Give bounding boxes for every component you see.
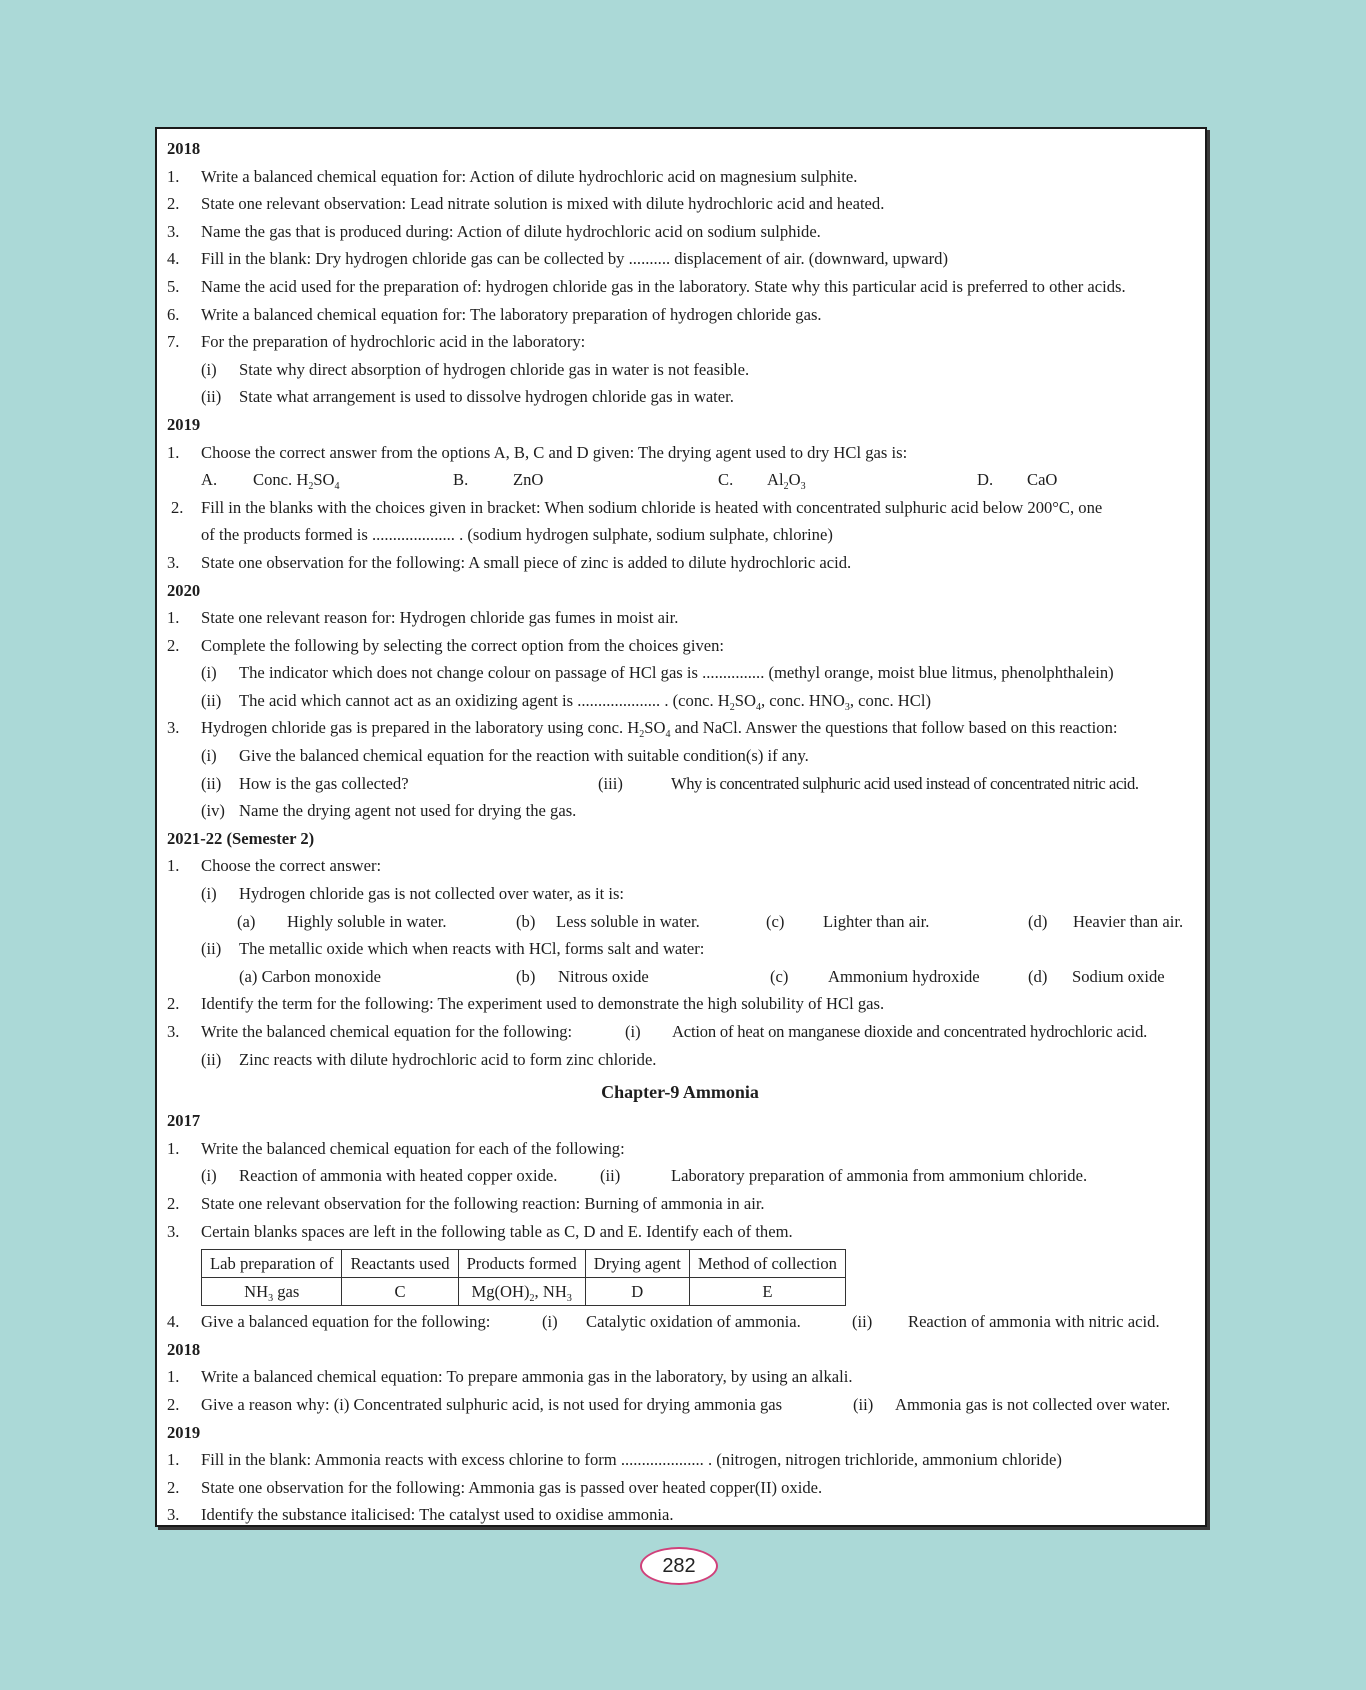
table-row bbox=[202, 1278, 846, 1306]
sub-question: (ii) The metallic oxide which when reacts with HCl, forms salt and water: bbox=[201, 939, 705, 959]
year-heading: 2019 bbox=[167, 1422, 201, 1442]
question: 1. Fill in the blank: Ammonia reacts with excess chlorine to form .................... . (nitrogen, nitrogen trichloride, ammonium chloride) bbox=[167, 1450, 1062, 1470]
options-row: (a) Highly soluble in water. (b) Less soluble in water. (c) Lighter than air. (d) Heavier than air. bbox=[237, 911, 1184, 931]
question: 1. Write the balanced chemical equation for each of the following: bbox=[167, 1138, 625, 1158]
table-cell: D bbox=[585, 1278, 689, 1306]
question: 2. Give a reason why: (i) Concentrated sulphuric acid, is not used for drying ammonia gas (ii) Ammonia gas is not collected over water. bbox=[167, 1394, 1171, 1414]
options-row: A. Conc. $H_2SO_4$ B. ZnO C. $Al_2O_3$ D. CaO bbox=[167, 466, 1193, 494]
question: 1. State one relevant reason for: Hydrogen chloride gas fumes in moist air. bbox=[167, 608, 679, 628]
question: 2. State one relevant observation: Lead nitrate solution is mixed with dilute hydrochloric acid and heated. bbox=[167, 194, 885, 214]
table-header-cell: Drying agent bbox=[585, 1250, 689, 1278]
year-heading: 2021-22 (Semester 2) bbox=[167, 828, 315, 848]
table-cell: $NH_3$ gas bbox=[202, 1278, 342, 1306]
table-header-row bbox=[202, 1250, 846, 1278]
year-heading: 2017 bbox=[167, 1111, 201, 1131]
question: 4. Fill in the blank: Dry hydrogen chloride gas can be collected by .......... displacement of air. (downward, upward) bbox=[167, 249, 948, 269]
year-heading: 2020 bbox=[167, 580, 201, 600]
table-header-cell: Method of collection bbox=[689, 1250, 845, 1278]
question: 3. Name the gas that is produced during: Action of dilute hydrochloric acid on sodium sulphide. bbox=[167, 221, 821, 241]
question: 2. State one observation for the following: Ammonia gas is passed over heated copper(II) oxide. bbox=[167, 1477, 823, 1497]
question: 1. Choose the correct answer from the options A, B, C and D given: The drying agent used to dry HCl gas is: bbox=[167, 442, 908, 462]
table-header-cell: Products formed bbox=[458, 1250, 585, 1278]
ammonia-table bbox=[201, 1249, 846, 1306]
year-heading: 2019 bbox=[167, 414, 201, 434]
page-number: 282 bbox=[640, 1547, 718, 1585]
sub-question: (i) State why direct absorption of hydrogen chloride gas in water is not feasible. bbox=[201, 359, 750, 379]
year-heading: 2018 bbox=[167, 139, 201, 158]
question-page bbox=[155, 127, 1207, 1527]
question-continued: of the products formed is .................... . (sodium hydrogen sulphate, sodium sulphate, chlorine) bbox=[201, 525, 833, 545]
question: 3. Certain blanks spaces are left in the following table as C, D and E. Identify each of them. bbox=[167, 1221, 793, 1241]
question: 7. For the preparation of hydrochloric acid in the laboratory: bbox=[167, 332, 586, 352]
sub-question: (ii) Zinc reacts with dilute hydrochloric acid to form zinc chloride. bbox=[201, 1049, 657, 1069]
sub-question: (ii) State what arrangement is used to dissolve hydrogen chloride gas in water. bbox=[201, 387, 734, 407]
question: 6. Write a balanced chemical equation for: The laboratory preparation of hydrogen chloride gas. bbox=[167, 304, 822, 324]
year-heading: 2018 bbox=[167, 1339, 201, 1359]
sub-question: (ii) How is the gas collected? (iii) Why is concentrated sulphuric acid used instead of concentrated nitric acid. bbox=[201, 773, 1139, 793]
sub-question: (i) The indicator which does not change colour on passage of HCl gas is ............... (methyl orange, moist blue litmus, phenolphthalein) bbox=[201, 663, 1114, 683]
question: 1. Write a balanced chemical equation: To prepare ammonia gas in the laboratory, by using an alkali. bbox=[167, 1367, 853, 1387]
table-cell: E bbox=[689, 1278, 845, 1306]
question: 2. State one relevant observation for the following reaction: Burning of ammonia in air. bbox=[167, 1193, 765, 1213]
question: 3. Hydrogen chloride gas is prepared in the laboratory using conc. $H_2SO_4$ and NaCl. Answer the questions that follow based on this reaction: bbox=[167, 718, 1118, 741]
options-row: (a) Carbon monoxide (b) Nitrous oxide (c) Ammonium hydroxide (d) Sodium oxide bbox=[239, 966, 1165, 986]
table-header-cell: Reactants used bbox=[342, 1250, 458, 1278]
question: 5. Name the acid used for the preparation of: hydrogen chloride gas in the laboratory. State why this particular acid is preferred to other acids. bbox=[167, 276, 1126, 296]
sub-question: (ii) The acid which cannot act as an oxidizing agent is .................... . (conc. $H_2SO_4$, conc. $HNO_3$, conc. HCl) bbox=[201, 690, 931, 713]
question: 1. Write a balanced chemical equation for: Action of dilute hydrochloric acid on magnesium sulphite. bbox=[167, 166, 858, 186]
question: 2. Complete the following by selecting the correct option from the choices given: bbox=[167, 635, 725, 655]
sub-question: (i) Hydrogen chloride gas is not collected over water, as it is: bbox=[201, 884, 625, 904]
question: 1. Choose the correct answer: bbox=[167, 856, 382, 876]
question: 2. Fill in the blanks with the choices given in bracket: When sodium chloride is heated with concentrated sulphuric acid below 200°C, one bbox=[171, 497, 1103, 517]
table-header-cell: Lab preparation of bbox=[202, 1250, 342, 1278]
sub-question: (iv) Name the drying agent not used for drying the gas. bbox=[201, 801, 577, 821]
chapter-title: Chapter-9 Ammonia bbox=[601, 1082, 759, 1103]
table-cell: $Mg(OH)_2$, $NH_3$ bbox=[458, 1278, 585, 1306]
sub-question: (i) Reaction of ammonia with heated copper oxide. (ii) Laboratory preparation of ammonia from ammonium chloride. bbox=[201, 1166, 1088, 1186]
option-c-text: $Al_2O_3$ bbox=[767, 470, 806, 493]
question: 3. State one observation for the following: A small piece of zinc is added to dilute hydrochloric acid. bbox=[167, 552, 852, 572]
question: 2. Identify the term for the following: The experiment used to demonstrate the high solubility of HCl gas. bbox=[167, 994, 885, 1014]
question: 3. Write the balanced chemical equation for the following: (i) Action of heat on manganese dioxide and concentrated hydrochloric acid. bbox=[167, 1022, 1148, 1041]
option-a-text: Conc. $H_2SO_4$ bbox=[253, 470, 340, 493]
sub-question: (i) Give the balanced chemical equation for the reaction with suitable condition(s) if any. bbox=[201, 746, 809, 766]
question: 3. Identify the substance italicised: The catalyst used to oxidise ammonia. bbox=[167, 1505, 674, 1525]
question: 4. Give a balanced equation for the following: (i) Catalytic oxidation of ammonia. (ii) Reaction of ammonia with nitric acid. bbox=[167, 1312, 1160, 1332]
table-cell: C bbox=[342, 1278, 458, 1306]
